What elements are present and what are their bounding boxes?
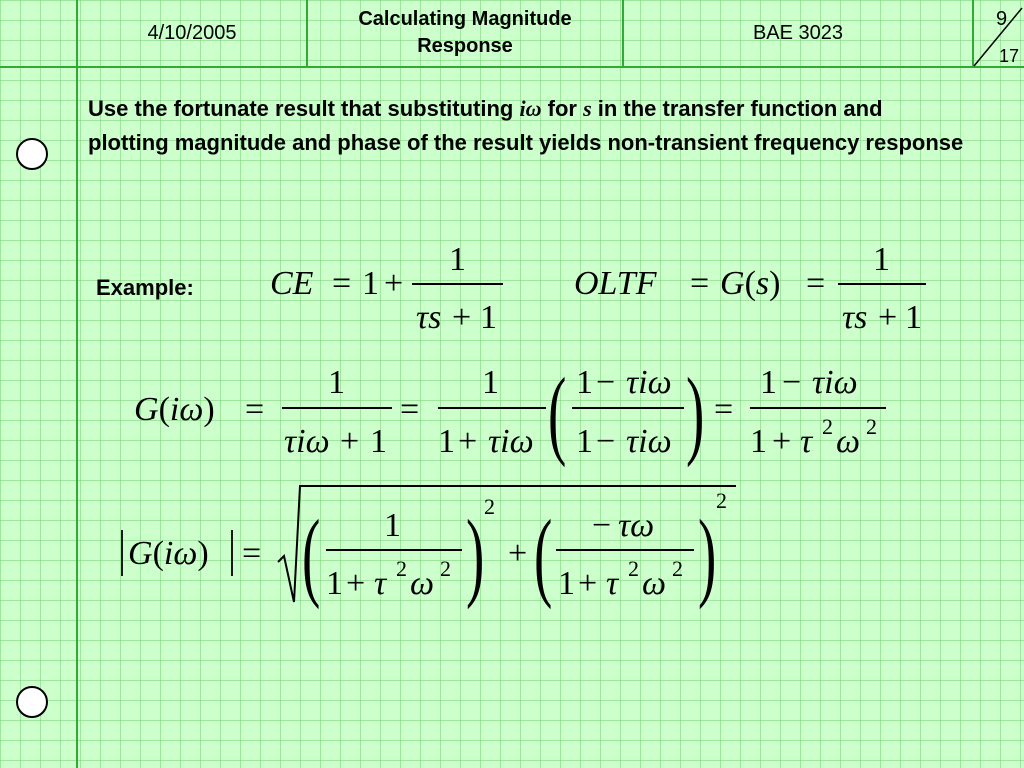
svg-text:1: 1 xyxy=(576,364,593,401)
svg-text:2: 2 xyxy=(396,556,407,581)
svg-text:1: 1 xyxy=(576,423,593,460)
svg-text:G(iω): G(iω) xyxy=(128,535,209,572)
svg-text:ω: ω xyxy=(410,565,435,602)
intro-text: Use the fortunate result that substituting xyxy=(88,96,520,121)
svg-text:=: = xyxy=(806,265,826,302)
svg-text:2: 2 xyxy=(716,488,727,513)
svg-text:ω: ω xyxy=(642,565,667,602)
svg-text:1: 1 xyxy=(362,265,379,302)
eq-g-iw xyxy=(134,358,886,468)
svg-text:τiω: τiω xyxy=(488,423,534,460)
eq-ce xyxy=(270,241,503,336)
example-label: Example: xyxy=(96,275,194,300)
svg-text:+: + xyxy=(452,299,472,336)
intro-var-s: s xyxy=(583,96,592,121)
eq-magnitude xyxy=(122,486,736,610)
svg-text:(: ( xyxy=(302,500,321,611)
svg-text:1: 1 xyxy=(328,364,345,401)
page-total: 17 xyxy=(999,46,1020,66)
svg-text:=: = xyxy=(242,535,262,572)
svg-text:τω: τω xyxy=(618,507,655,544)
svg-text:): ) xyxy=(698,500,717,611)
svg-text:+: + xyxy=(878,299,898,336)
svg-text:τiω: τiω xyxy=(626,423,672,460)
svg-text:1: 1 xyxy=(438,423,455,460)
svg-text:1: 1 xyxy=(370,423,387,460)
svg-text:τ: τ xyxy=(606,565,619,602)
svg-text:1: 1 xyxy=(905,299,922,336)
svg-text:ω: ω xyxy=(836,423,861,460)
slide-title-line1: Calculating Magnitude xyxy=(358,8,572,30)
svg-text:+: + xyxy=(772,423,792,460)
intro-var-iw: iω xyxy=(519,96,542,121)
svg-text:G(s): G(s) xyxy=(720,265,781,302)
header-date: 4/10/2005 xyxy=(147,21,237,44)
svg-text:1: 1 xyxy=(449,241,466,278)
page-number: 9 xyxy=(996,8,1008,30)
svg-text:τ: τ xyxy=(374,565,387,602)
svg-text:1: 1 xyxy=(480,299,497,336)
svg-text:=: = xyxy=(332,265,352,302)
svg-text:1: 1 xyxy=(558,565,575,602)
svg-text:OLTF: OLTF xyxy=(574,265,657,302)
intro-text: in the transfer function and plotting magnitude and phase of the result yields non-transient frequency response xyxy=(88,96,964,155)
svg-text:2: 2 xyxy=(628,556,639,581)
svg-text:+: + xyxy=(458,423,478,460)
svg-text:=: = xyxy=(400,391,420,428)
svg-text:τiω: τiω xyxy=(626,364,672,401)
svg-text:1: 1 xyxy=(873,241,890,278)
svg-text:1: 1 xyxy=(384,507,401,544)
svg-text:−: − xyxy=(592,507,612,544)
svg-text:(: ( xyxy=(548,358,567,469)
svg-text:2: 2 xyxy=(484,494,495,519)
svg-text:τ: τ xyxy=(800,423,813,460)
svg-text:τs: τs xyxy=(842,299,868,336)
svg-text:): ) xyxy=(465,500,485,611)
svg-text:+: + xyxy=(508,535,528,572)
svg-text:CE: CE xyxy=(270,265,314,302)
svg-text:2: 2 xyxy=(440,556,451,581)
svg-text:(: ( xyxy=(534,500,553,611)
svg-text:1: 1 xyxy=(760,364,777,401)
svg-text:): ) xyxy=(685,358,705,469)
svg-text:τs: τs xyxy=(416,299,442,336)
svg-text:1: 1 xyxy=(750,423,767,460)
slide-title-line2: Response xyxy=(417,35,513,57)
svg-text:2: 2 xyxy=(672,556,683,581)
svg-text:+: + xyxy=(384,265,404,302)
eq-oltf xyxy=(574,241,926,336)
svg-text:1: 1 xyxy=(326,565,343,602)
svg-text:2: 2 xyxy=(822,414,833,439)
svg-text:−: − xyxy=(596,364,616,401)
header-course: BAE 3023 xyxy=(752,21,844,44)
svg-text:+: + xyxy=(340,423,360,460)
svg-text:2: 2 xyxy=(866,414,877,439)
svg-text:1: 1 xyxy=(482,364,499,401)
svg-text:+: + xyxy=(346,565,366,602)
intro-text: for xyxy=(541,96,584,121)
svg-text:−: − xyxy=(782,364,802,401)
svg-text:=: = xyxy=(690,265,710,302)
svg-text:+: + xyxy=(578,565,598,602)
svg-text:−: − xyxy=(596,423,616,460)
svg-text:=: = xyxy=(245,391,265,428)
svg-text:τiω: τiω xyxy=(812,364,858,401)
svg-text:=: = xyxy=(714,391,734,428)
svg-text:G(iω): G(iω) xyxy=(134,391,215,428)
svg-text:τiω: τiω xyxy=(284,423,330,460)
